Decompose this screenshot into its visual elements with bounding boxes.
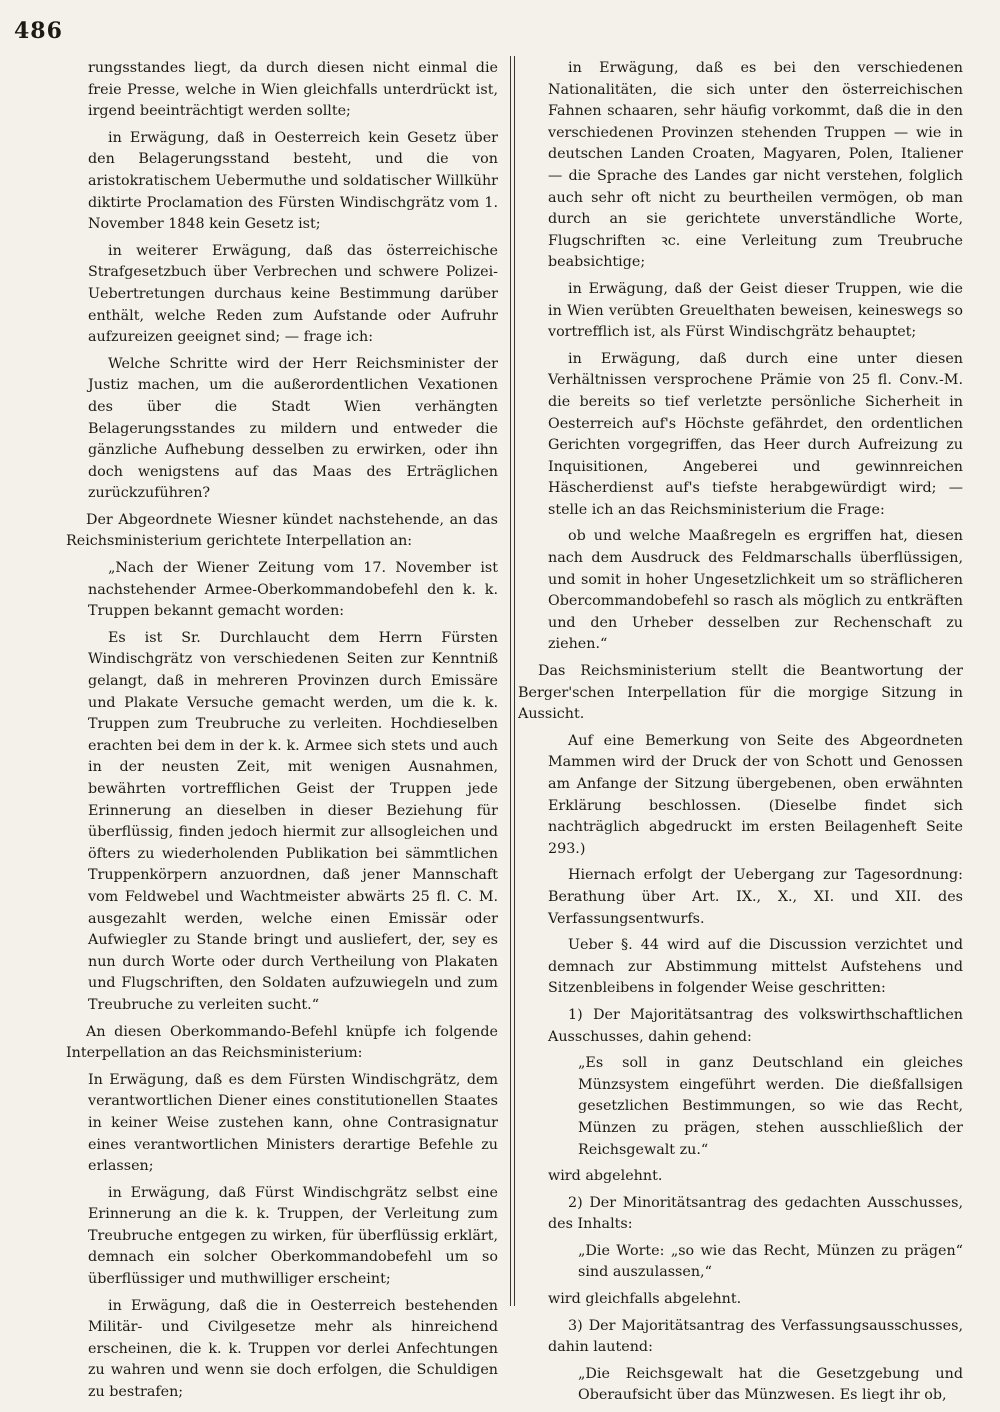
paragraph: Es ist Sr. Durchlaucht dem Herrn Fürsten Windischgrätz von verschiedenen Seiten zur Kenntniß gelangt, daß in mehreren Provinzen durch Emissäre und Plakate Versuche gemacht werden, um die k. k. Truppen zum Treubruche zu verleiten. Hochdieselben erachten bei dem in der k. k. Armee sich stets und auch in der neusten Zeit, mit wenigen Ausnahmen, bewährten vortrefflichen Geist der Truppen jede Erinnerung an dieselben in dieser Beziehung für überflüssig, finden jedoch hiermit zur allsogleichen und öfters zu wiederholenden Publikation bei sämmtlichen Truppenkörpern anzuordnen, daß jener Mannschaft vom Feldwebel und Wachtmeister abwärts 25 fl. C. M. ausgezahlt werden, welche einen Emissär oder Aufwiegler zu Stande bringt und ausliefert, der, sey es nun durch Worte oder durch Vertheilung von Plakaten und Flugschriften, den Soldaten aufzuwiegeln und zum Treubruche zu verleiten sucht.“ bbox=[88, 629, 498, 1013]
paragraph: wird gleichfalls abgelehnt. bbox=[548, 1291, 742, 1308]
paragraph: in Erwägung, daß der Geist dieser Truppen, wie die in Wien verübten Greuelthaten beweisen, keineswegs so vortrefflich ist, als Fürst Windischgrätz behauptet; bbox=[548, 280, 963, 341]
paragraph: 1) Der Majoritätsantrag des volkswirthschaftlichen Ausschusses, dahin gehend: bbox=[548, 1006, 963, 1045]
paragraph: rungsstandes liegt, da durch diesen nicht einmal die freie Presse, welche in Wien gleichfalls unterdrückt ist, irgend beeinträchtigt werden sollte; bbox=[88, 60, 498, 120]
paragraph: in weiterer Erwägung, daß das österreichische Strafgesetzbuch über Verbrechen und schwere Polizei-Uebertretungen durchaus keine Bestimmung darüber enthält, welche Reden zum Aufstande oder Aufruhr aufzureizen geeignet sind; — frage ich: bbox=[88, 242, 498, 346]
column-rule-right bbox=[514, 56, 515, 1306]
paragraph: in Erwägung, daß durch eine unter diesen Verhältnissen versprochene Prämie von 25 fl. Conv.-M. die bereits so tief verletzte persönliche Sicherheit in Oesterreich auf's Höchste gefährdet, den ordentlichen Gerichten vorgegriffen, das Heer durch Aufreizung zu Inquisitionen, Angeberei und gewinnreichen Häscherdienst auf's tiefste herabgewürdigt wird; — stelle ich an das Reichsministerium die Frage: bbox=[548, 350, 963, 518]
paragraph: ob und welche Maaßregeln es ergriffen hat, diesen nach dem Ausdruck des Feldmarschalls überflüssigen, und somit in hoher Ungesetzlichkeit um so sträflicheren Obercommandobefehl so rasch als möglich zu entkräften und den Urheber desselben zur Rechenschaft zu ziehen.“ bbox=[548, 528, 963, 653]
paragraph: In Erwägung, daß es dem Fürsten Windischgrätz, dem verantwortlichen Diener eines constitutionellen Staates in keiner Weise zustehen kann, ohne Contrasignatur eines verantwortlichen Ministers derartige Befehle zu erlassen; bbox=[88, 1071, 498, 1175]
paragraph: in Erwägung, daß Fürst Windischgrätz selbst eine Erinnerung an die k. k. Truppen, der Verleitung zum Treubruche entgegen zu wirken, für überflüssig erklärt, demnach ein solcher Oberkommandobefehl um so überflüssiger und muthwilliger erscheint; bbox=[88, 1184, 498, 1288]
paragraph: Hiernach erfolgt der Uebergang zur Tagesordnung: Berathung über Art. IX., X., XI. und XII. des Verfassungsentwurfs. bbox=[548, 867, 963, 927]
quoted-motion: „Die Reichsgewalt hat die Gesetzgebung und Oberaufsicht über das Münzwesen. Es liegt ihr ob, bbox=[578, 1365, 963, 1404]
paragraph: Der Abgeordnete Wiesner kündet nachstehende, an das Reichsministerium gerichtete Interpellation an: bbox=[66, 511, 498, 550]
paragraph: Auf eine Bemerkung von Seite des Abgeordneten Mammen wird der Druck der von Schott und Genossen am Anfange der Sitzung übergebenen, oben erwähnten Erklärung beschlossen. (Dieselbe findet sich nachträglich abgedruckt im ersten Beilagenheft Seite 293.) bbox=[548, 732, 963, 857]
paragraph: wird abgelehnt. bbox=[548, 1168, 663, 1185]
column-rule-left bbox=[510, 56, 511, 1306]
page-number: 486 bbox=[14, 18, 63, 44]
quoted-motion: „Es soll in ganz Deutschland ein gleiches Münzsystem eingeführt werden. Die dießfallsigen gesetzlichen Bestimmungen, so wie das Recht, Münzen zu prägen, stehen ausschließlich der Reichsgewalt zu.“ bbox=[578, 1055, 963, 1158]
paragraph: in Erwägung, daß es bei den verschiedenen Nationalitäten, die sich unter den österreichischen Fahnen schaaren, sehr häufig vorkommt, daß die in den verschiedenen Provinzen stehenden Truppen — wie in deutschen Landen Croaten, Magyaren, Polen, Italiener — die Sprache des Landes gar nicht verstehen, folglich auch sehr oft nicht zu beurtheilen vermögen, ob man durch an sie gerichtete unverständliche Worte, Flugschriften ꝛc. eine Verleitung zum Treubruche beabsichtige; bbox=[548, 60, 963, 271]
paragraph: in Erwägung, daß die in Oesterreich bestehenden Militär- und Civilgesetze mehr als hinreichend erscheinen, die k. k. Truppen vor derlei Anfechtungen zu wahren und wenn sie doch erfolgen, die Schuldigen zu bestrafen; bbox=[88, 1297, 498, 1401]
paragraph: Ueber §. 44 wird auf die Discussion verzichtet und demnach zur Abstimmung mittelst Aufstehens und Sitzenbleibens in folgender Weise geschritten: bbox=[548, 937, 963, 997]
paragraph: An diesen Oberkommando-Befehl knüpfe ich folgende Interpellation an das Reichsministerium: bbox=[66, 1023, 498, 1062]
left-column bbox=[66, 58, 498, 1409]
paragraph: 2) Der Minoritätsantrag des gedachten Ausschusses, des Inhalts: bbox=[548, 1194, 963, 1233]
paragraph: Das Reichsministerium stellt die Beantwortung der Berger'schen Interpellation für die morgige Sitzung in Aussicht. bbox=[518, 663, 963, 723]
paragraph: Welche Schritte wird der Herr Reichsminister der Justiz machen, um die außerordentlichen Vexationen des über die Stadt Wien verhängten Belagerungsstandes zu mildern und entweder die gänzliche Aufhebung desselben zu erwirken, oder ihn doch wenigstens auf das Maas des Erträglichen zurückzuführen? bbox=[88, 355, 498, 502]
right-column bbox=[518, 58, 963, 1412]
paragraph: „Nach der Wiener Zeitung vom 17. November ist nachstehender Armee-Oberkommandobefehl den k. k. Truppen bekannt gemacht worden: bbox=[88, 560, 498, 620]
quoted-motion: „Die Worte: „so wie das Recht, Münzen zu prägen“ sind auszulassen,“ bbox=[578, 1242, 963, 1281]
paragraph: in Erwägung, daß in Oesterreich kein Gesetz über den Belagerungsstand besteht, und die von aristokratischem Uebermuthe und soldatischer Willkühr diktirte Proclamation des Fürsten Windischgrätz vom 1. November 1848 kein Gesetz ist; bbox=[88, 129, 498, 233]
paragraph: 3) Der Majoritätsantrag des Verfassungsausschusses, dahin lautend: bbox=[548, 1317, 963, 1356]
